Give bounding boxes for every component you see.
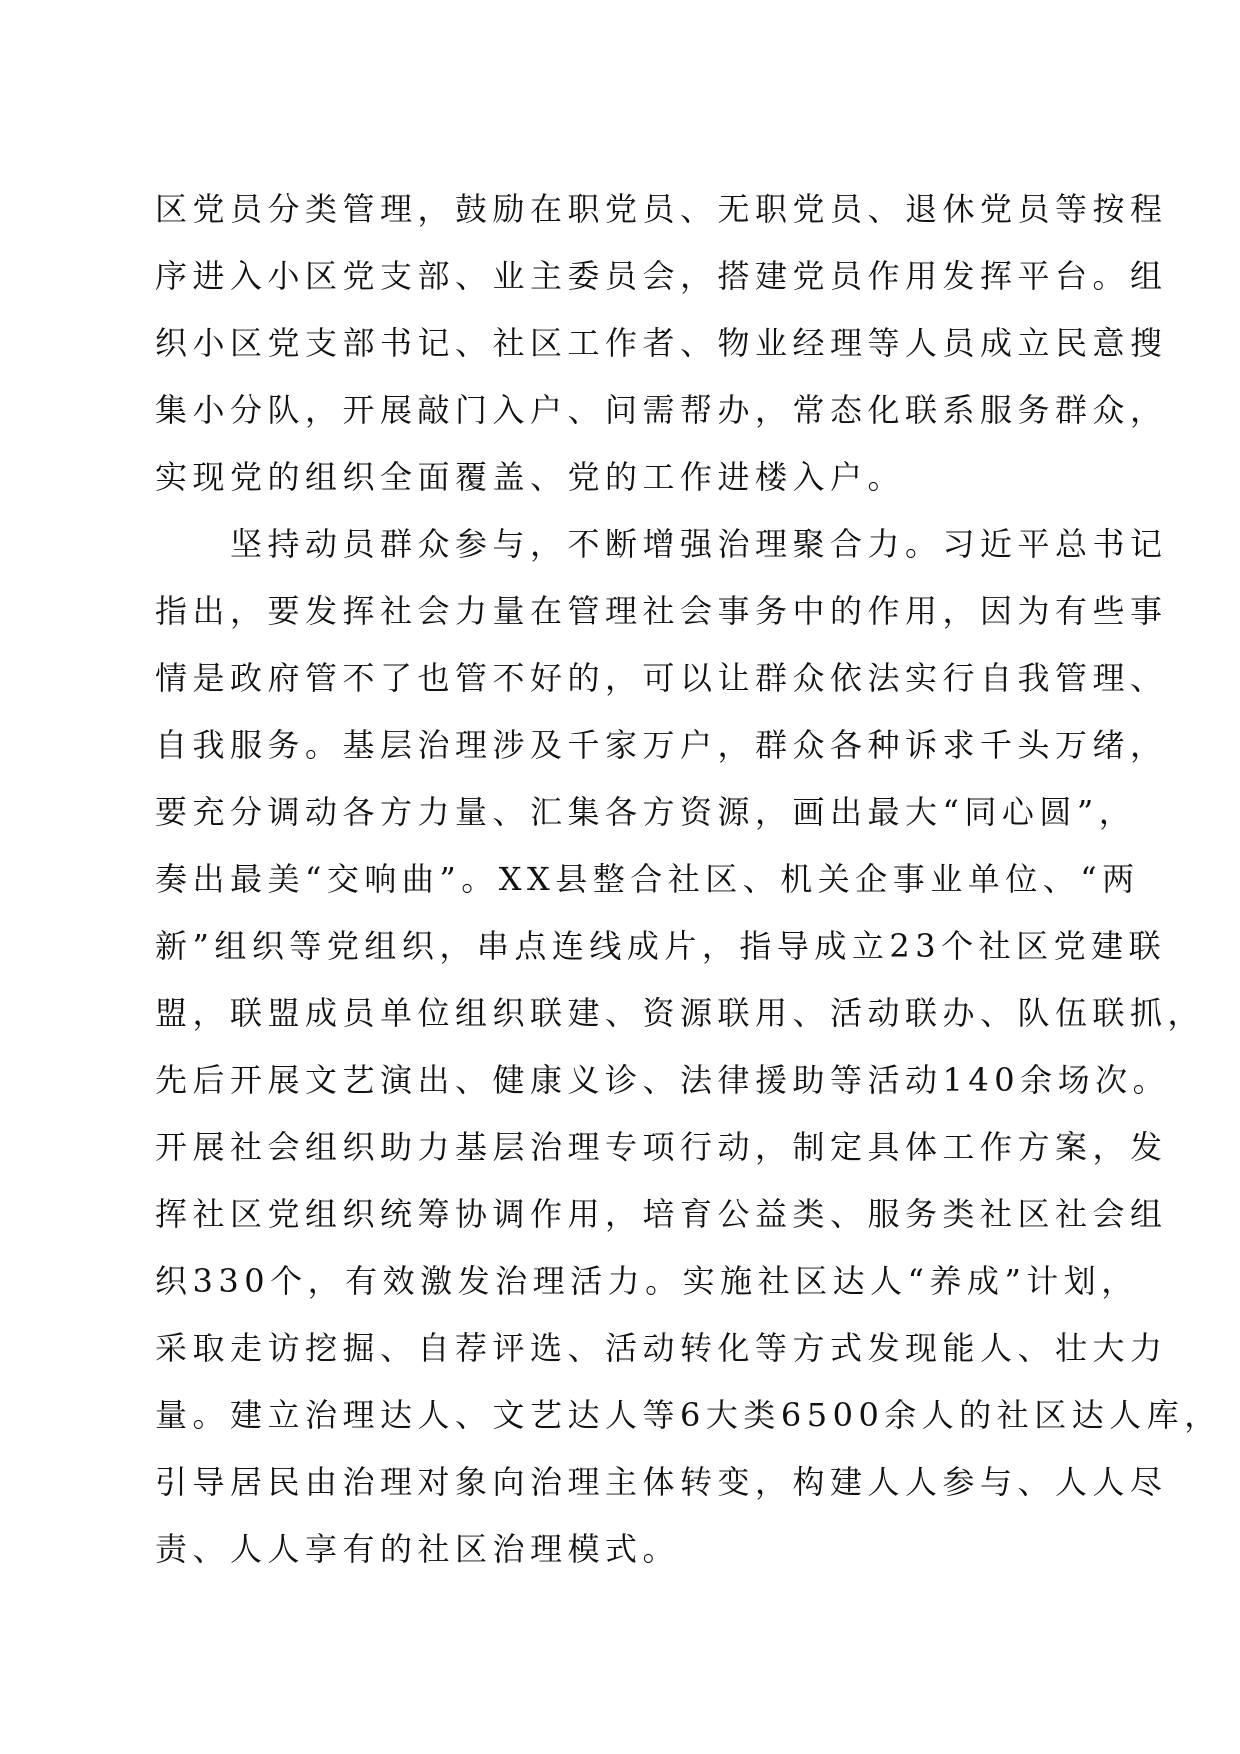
text-line: 区党员分类管理，鼓励在职党员、无职党员、退休党员等按程 [155,190,1168,228]
text-line: 引导居民由治理对象向治理主体转变，构建人人参与、人人尽 [155,1463,1168,1501]
text-line: 序进入小区党支部、业主委员会，搭建党员作用发挥平台。组 [155,257,1168,295]
text-line: 新”组织等党组织，串点连线成片，指导成立23个社区党建联 [155,927,1167,965]
text-line: 要充分调动各方力量、汇集各方资源，画出最大“同心圆”， [155,793,1137,831]
body-text [155,176,1222,1583]
text-line: 织小区党支部书记、社区工作者、物业经理等人员成立民意搜 [155,324,1168,362]
text-line: 责、人人享有的社区治理模式。 [155,1530,681,1568]
text-line: 指出，要发挥社会力量在管理社会事务中的作用，因为有些事 [155,592,1168,630]
text-line: 盟，联盟成员单位组织联建、资源联用、活动联办、队伍联抓， [155,994,1206,1032]
paragraph-start-line: 坚持动员群众参与，不断增强治理聚合力。习近平总书记 [155,525,1168,563]
text-line: 量。建立治理达人、文艺达人等6大类6500余人的社区达人库， [155,1396,1222,1434]
text-line: 挥社区党组织统筹协调作用，培育公益类、服务类社区社会组 [155,1195,1168,1233]
text-line: 先后开展文艺演出、健康义诊、法律援助等活动140余场次。 [155,1061,1171,1099]
text-line: 自我服务。基层治理涉及千家万户，群众各种诉求千头万绪， [155,726,1168,764]
text-line: 集小分队，开展敲门入户、问需帮办，常态化联系服务群众， [155,391,1168,429]
text-line: 开展社会组织助力基层治理专项行动，制定具体工作方案，发 [155,1128,1168,1166]
text-line: 实现党的组织全面覆盖、党的工作进楼入户。 [155,458,906,496]
text-line: 采取走访挖掘、自荐评选、活动转化等方式发现能人、壮大力 [155,1329,1168,1367]
text-line: 情是政府管不了也管不好的，可以让群众依法实行自我管理、 [155,659,1168,697]
text-line: 奏出最美“交响曲”。XX县整合社区、机关企事业单位、“两 [155,860,1140,898]
text-line: 织330个，有效激发治理活力。实施社区达人“养成”计划， [155,1262,1139,1300]
